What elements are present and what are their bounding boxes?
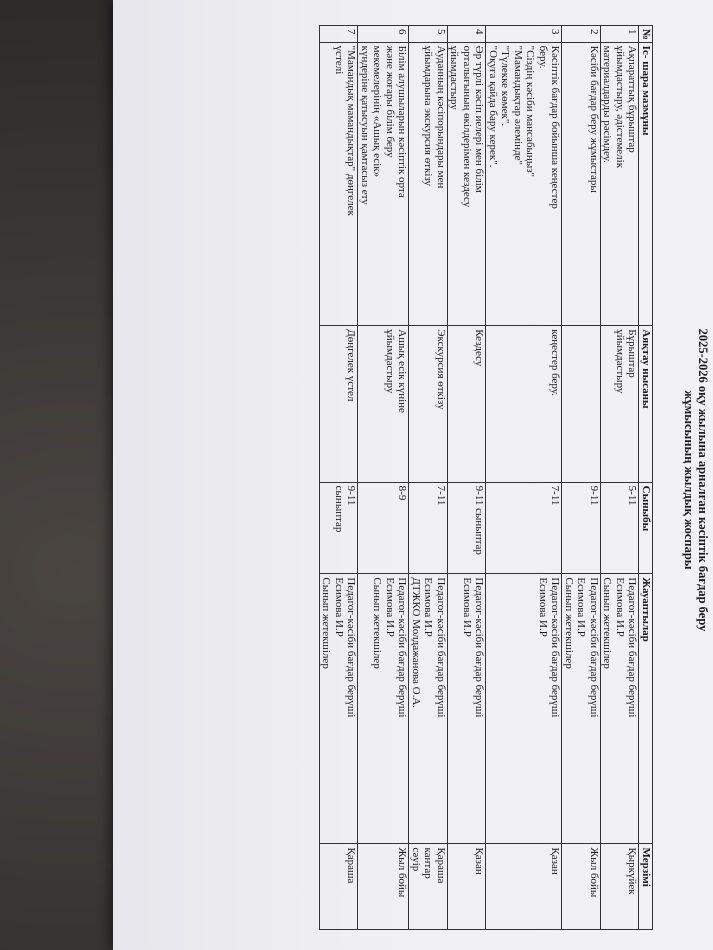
header-class: Сыныбы [639, 482, 653, 574]
class-cell-line: 7-11 [435, 485, 447, 506]
form-cell-line: Экскурсия өткізу [435, 329, 447, 410]
event-cell-line: "Сіздің кәсіби мансабыңыз" [524, 45, 537, 178]
form-cell [448, 326, 487, 482]
table-row [486, 26, 562, 930]
event-cell-line: Әр түрлі кәсіп иелері мен білім [473, 45, 486, 193]
event-cell-line: орталығының өкілдерімен кездесу [461, 45, 473, 208]
form-cell-line: Ашық есік күніне [396, 329, 409, 413]
event-cell-line: және жоғары білім беру [384, 45, 396, 158]
term-cell-line: Қараша [435, 847, 447, 884]
form-cell-line: ұйымдастыру [614, 329, 626, 394]
title-line-2: жұмысының жылдық жоспары [682, 390, 696, 570]
table-row [562, 26, 601, 930]
event-cell-line: Ауданның кәсіпорындары мен [435, 45, 447, 189]
term-cell [562, 844, 601, 930]
form-cell [601, 326, 640, 482]
event-cell-line: Білім алушыларын кәсіптік орта [396, 45, 409, 198]
responsible-cell-line: Сынып жетекшілер [371, 577, 384, 669]
event-cell-line: "Түлекке көмек". [499, 45, 512, 127]
form-cell [358, 326, 409, 482]
form-cell-line: ұйымдастыру [384, 329, 396, 394]
term-cell [409, 844, 448, 930]
responsible-cell [486, 574, 562, 844]
responsible-cell-line: Педагог-кәсіби бағдар берүші [435, 577, 447, 718]
responsible-cell-line: Сынып жетекшілер [320, 577, 333, 669]
class-cell [409, 482, 448, 574]
class-cell-line: 9-11 [345, 485, 358, 506]
title-line-1: 2025-2026 оқу жылына арналған кәсіптік бағдар беру [696, 328, 710, 632]
term-cell [448, 844, 487, 930]
responsible-cell-line: Сынып жетекшілер [601, 577, 614, 669]
event-cell-line: Кәсіптік бағдар бойынша кеңестер [549, 45, 562, 209]
header-responsible: Жауаптылар [639, 574, 653, 844]
term-cell [601, 844, 640, 930]
class-cell-line: 9-11 сыныптар [473, 485, 486, 555]
responsible-cell-line: Педагог-кәсіби бағдар берүші [473, 577, 486, 718]
class-cell-line: 7-11 [549, 485, 562, 506]
responsible-cell-line: Есимова И.Р [461, 577, 473, 637]
responsible-cell [358, 574, 409, 844]
term-cell-line: Жыл бойы [588, 847, 600, 898]
class-cell-line: 9-11 [588, 485, 600, 506]
row-number: 2 [562, 26, 601, 43]
class-cell-line: 5-11 [626, 485, 639, 506]
form-cell [409, 326, 448, 482]
responsible-cell-line: Есимова И.Р [422, 577, 435, 637]
class-cell-line: сыныптар [333, 485, 345, 533]
event-cell [601, 42, 640, 326]
event-cell-line: мекемелерінің «Ашық есік» [371, 45, 384, 178]
responsible-cell-line: Есимова И.Р [614, 577, 626, 637]
form-cell-line: Кездесу [473, 329, 486, 367]
term-cell-line: Қазан [473, 847, 486, 875]
event-cell-line: "Мамандықтар әлемінде" [512, 45, 524, 166]
responsible-cell-line: Есимова И.Р [575, 577, 588, 637]
header-form: Аяқтау нысаны [639, 326, 653, 482]
form-cell [320, 326, 359, 482]
form-cell-line: Дөңгелек үстел [345, 329, 358, 402]
event-cell-line: күндеріне қатысуын қамтасыз ету [359, 45, 371, 205]
responsible-cell-line: Педагог-кәсіби бағдар берүші [396, 577, 409, 718]
responsible-cell-line: Есимова И.Р [537, 577, 549, 637]
term-cell [486, 844, 562, 930]
event-cell-line: Кәсіби бағдар беру жұмыстары [588, 45, 600, 193]
term-cell [358, 844, 409, 930]
event-cell-line: беру. [537, 45, 549, 69]
event-cell [358, 42, 409, 326]
document-title [682, 25, 710, 935]
term-cell-line: кантар [422, 847, 435, 879]
term-cell-line: Қыркүйек [626, 847, 639, 895]
table-header-row [639, 26, 653, 930]
form-cell-line: кеңестер беру. [549, 329, 562, 396]
responsible-cell-line: Есимова И.Р [333, 577, 345, 637]
term-cell [320, 844, 359, 930]
class-cell [448, 482, 487, 574]
responsible-cell [562, 574, 601, 844]
row-number: 5 [409, 26, 448, 43]
plan-table [319, 25, 653, 930]
row-number: 4 [448, 26, 487, 43]
term-cell-line: Жыл бойы [396, 847, 409, 898]
class-cell [320, 482, 359, 574]
class-cell [486, 482, 562, 574]
form-cell-line: Бұрыштар [626, 329, 639, 378]
table-row [601, 26, 640, 930]
rotated-document [120, 25, 710, 935]
row-number: 7 [320, 26, 359, 43]
event-cell-line: Ақпараттық бұрыштар [626, 45, 639, 153]
event-cell [409, 42, 448, 326]
event-cell-line: ұйымдастыру, әдістемелік [614, 45, 626, 169]
row-number: 6 [358, 26, 409, 43]
class-cell [358, 482, 409, 574]
responsible-cell-line: Педагог-кәсіби бағдар берүші [588, 577, 600, 718]
responsible-cell-line: Есимова И.Р [384, 577, 396, 637]
header-number: № [639, 26, 653, 43]
responsible-cell-line: Педагог-кәсіби бағдар берүші [626, 577, 639, 718]
row-number: 3 [486, 26, 562, 43]
responsible-cell [320, 574, 359, 844]
header-event: Іс- шара мазмұны [639, 42, 653, 326]
table-row [358, 26, 409, 930]
form-cell [486, 326, 562, 482]
responsible-cell-line: Сынып жетекшілер [563, 577, 575, 669]
event-cell-line: ұйымдарына экскурсия өткізу [422, 45, 435, 187]
responsible-cell-line: ДТЖКО Молдажанова О.А. [410, 577, 422, 709]
table-row [448, 26, 487, 930]
class-cell [562, 482, 601, 574]
table-row [409, 26, 448, 930]
class-cell-line: 8-9 [396, 485, 409, 501]
class-cell [601, 482, 640, 574]
responsible-cell-line: Педагог-кәсіби бағдар берүші [549, 577, 562, 718]
term-cell-line: Қараша [345, 847, 358, 884]
form-cell [562, 326, 601, 482]
responsible-cell [601, 574, 640, 844]
event-cell-line: "Мамандық мамандықтар" дөңгелек [345, 45, 358, 216]
term-cell-line: Қазан [549, 847, 562, 875]
event-cell [486, 42, 562, 326]
header-term: Мерзімі [639, 844, 653, 930]
responsible-cell [409, 574, 448, 844]
event-cell [562, 42, 601, 326]
responsible-cell-line: Педагог-кәсіби бағдар берүші [345, 577, 358, 718]
event-cell-line: "Оқуға қайда бару керек". [487, 45, 499, 168]
event-cell [320, 42, 359, 326]
row-number: 1 [601, 26, 640, 43]
event-cell [448, 42, 487, 326]
event-cell-line: материалдарды рәсімдеу. [601, 45, 614, 163]
event-cell-line: үстелі [333, 45, 345, 75]
term-cell-line: сәуір [410, 847, 422, 872]
table-row [320, 26, 359, 930]
responsible-cell [448, 574, 487, 844]
event-cell-line: ұйымдастыру [448, 45, 461, 110]
